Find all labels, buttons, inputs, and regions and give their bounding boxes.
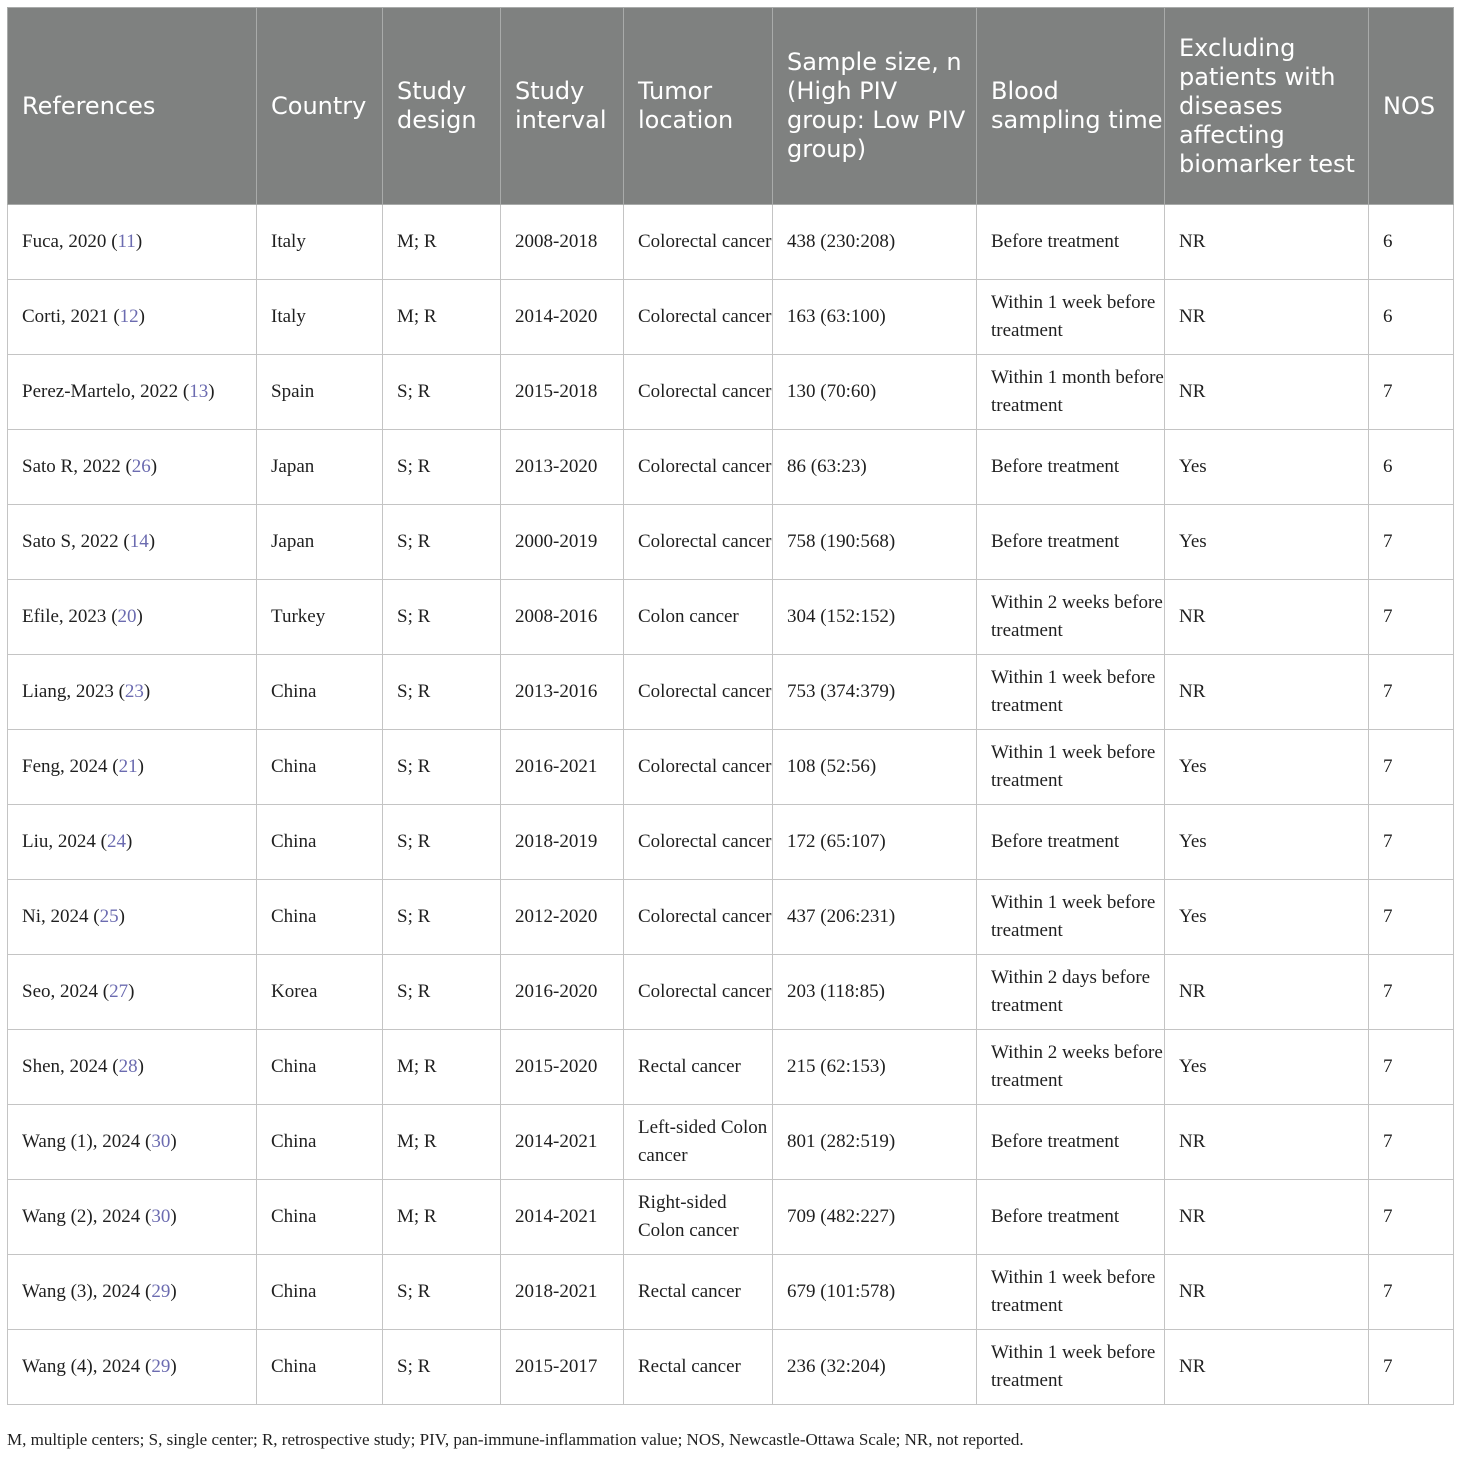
cell-country: Italy <box>257 280 383 355</box>
cell-nos: 6 <box>1369 205 1454 280</box>
cell-country: China <box>257 1030 383 1105</box>
reference-number-link[interactable]: 12 <box>119 306 139 327</box>
cell-study-design: M; R <box>383 1105 501 1180</box>
cell-study-design: S; R <box>383 955 501 1030</box>
header-references: References <box>8 8 257 205</box>
cell-country: China <box>257 1330 383 1405</box>
reference-author: Seo, 2024 <box>22 981 98 1002</box>
reference-number-link[interactable]: 13 <box>189 381 209 402</box>
reference-number-link[interactable]: 23 <box>124 681 144 702</box>
cell-reference: Feng, 2024 (21) <box>8 730 257 805</box>
cell-blood-sampling-time: Before treatment <box>977 1105 1165 1180</box>
cell-tumor-location: Rectal cancer <box>624 1030 773 1105</box>
cell-nos: 7 <box>1369 805 1454 880</box>
cell-nos: 6 <box>1369 430 1454 505</box>
cell-nos: 7 <box>1369 1030 1454 1105</box>
cell-blood-sampling-time: Within 1 week before treatment <box>977 880 1165 955</box>
cell-tumor-location: Left-sided Colon cancer <box>624 1105 773 1180</box>
cell-blood-sampling-time: Within 2 days before treatment <box>977 955 1165 1030</box>
reference-number-link[interactable]: 20 <box>117 606 137 627</box>
cell-nos: 7 <box>1369 730 1454 805</box>
reference-number-link[interactable]: 14 <box>129 531 149 552</box>
cell-study-design: S; R <box>383 805 501 880</box>
cell-tumor-location: Right-sided Colon cancer <box>624 1180 773 1255</box>
cell-tumor-location: Colorectal cancer <box>624 955 773 1030</box>
cell-sample-size: 801 (282:519) <box>773 1105 977 1180</box>
cell-tumor-location: Colorectal cancer <box>624 655 773 730</box>
cell-study-interval: 2000-2019 <box>501 505 624 580</box>
cell-tumor-location: Colorectal cancer <box>624 505 773 580</box>
table-row <box>8 355 1454 430</box>
cell-sample-size: 438 (230:208) <box>773 205 977 280</box>
reference-number-link[interactable]: 21 <box>118 756 138 777</box>
header-study-design: Study design <box>383 8 501 205</box>
cell-sample-size: 679 (101:578) <box>773 1255 977 1330</box>
cell-reference: Perez-Martelo, 2022 (13) <box>8 355 257 430</box>
cell-blood-sampling-time: Within 1 week before treatment <box>977 1330 1165 1405</box>
cell-nos: 7 <box>1369 1180 1454 1255</box>
reference-author: Liang, 2023 <box>22 681 114 702</box>
cell-study-design: M; R <box>383 1030 501 1105</box>
cell-blood-sampling-time: Within 1 week before treatment <box>977 1255 1165 1330</box>
cell-country: Spain <box>257 355 383 430</box>
cell-country: China <box>257 730 383 805</box>
cell-reference: Liang, 2023 (23) <box>8 655 257 730</box>
cell-blood-sampling-time: Before treatment <box>977 805 1165 880</box>
table-row <box>8 655 1454 730</box>
cell-study-design: S; R <box>383 430 501 505</box>
header-country: Country <box>257 8 383 205</box>
header-nos: NOS <box>1369 8 1454 205</box>
cell-reference: Sato R, 2022 (26) <box>8 430 257 505</box>
cell-nos: 7 <box>1369 355 1454 430</box>
cell-excluding-patients: Yes <box>1165 805 1369 880</box>
header-study-interval: Study interval <box>501 8 624 205</box>
cell-excluding-patients: NR <box>1165 580 1369 655</box>
cell-country: Turkey <box>257 580 383 655</box>
cell-sample-size: 86 (63:23) <box>773 430 977 505</box>
cell-tumor-location: Colorectal cancer <box>624 430 773 505</box>
table-row <box>8 955 1454 1030</box>
cell-reference: Shen, 2024 (28) <box>8 1030 257 1105</box>
cell-study-design: S; R <box>383 355 501 430</box>
cell-sample-size: 236 (32:204) <box>773 1330 977 1405</box>
cell-nos: 7 <box>1369 580 1454 655</box>
cell-nos: 7 <box>1369 955 1454 1030</box>
cell-excluding-patients: NR <box>1165 655 1369 730</box>
cell-study-interval: 2014-2021 <box>501 1105 624 1180</box>
table-footnote: M, multiple centers; S, single center; R, retrospective study; PIV, pan-immune-inflammation value; NOS, Newcastle-Ottawa Scale; NR, not reported. <box>7 1430 1024 1449</box>
table-row <box>8 880 1454 955</box>
cell-nos: 6 <box>1369 280 1454 355</box>
cell-reference: Wang (2), 2024 (30) <box>8 1180 257 1255</box>
cell-study-interval: 2012-2020 <box>501 880 624 955</box>
cell-country: Korea <box>257 955 383 1030</box>
cell-study-interval: 2018-2021 <box>501 1255 624 1330</box>
cell-tumor-location: Rectal cancer <box>624 1255 773 1330</box>
reference-number-link[interactable]: 11 <box>117 231 136 252</box>
cell-sample-size: 304 (152:152) <box>773 580 977 655</box>
reference-author: Ni, 2024 <box>22 906 89 927</box>
header-row <box>8 8 1454 205</box>
reference-author: Efile, 2023 <box>22 606 107 627</box>
cell-blood-sampling-time: Within 1 week before treatment <box>977 655 1165 730</box>
cell-sample-size: 758 (190:568) <box>773 505 977 580</box>
cell-study-design: M; R <box>383 280 501 355</box>
cell-study-design: S; R <box>383 505 501 580</box>
cell-reference: Wang (3), 2024 (29) <box>8 1255 257 1330</box>
cell-blood-sampling-time: Within 1 week before treatment <box>977 730 1165 805</box>
cell-reference: Seo, 2024 (27) <box>8 955 257 1030</box>
cell-study-interval: 2008-2018 <box>501 205 624 280</box>
cell-tumor-location: Colorectal cancer <box>624 280 773 355</box>
cell-sample-size: 753 (374:379) <box>773 655 977 730</box>
table-row <box>8 1330 1454 1405</box>
cell-study-interval: 2014-2021 <box>501 1180 624 1255</box>
cell-study-interval: 2013-2020 <box>501 430 624 505</box>
cell-country: China <box>257 1180 383 1255</box>
reference-author: Wang (1), 2024 <box>22 1131 141 1152</box>
reference-number-link[interactable]: 29 <box>151 1281 171 1302</box>
cell-sample-size: 108 (52:56) <box>773 730 977 805</box>
study-characteristics-table <box>7 7 1454 1405</box>
cell-excluding-patients: Yes <box>1165 880 1369 955</box>
header-sample-size: Sample size, n (High PIV group: Low PIV group) <box>773 8 977 205</box>
cell-sample-size: 163 (63:100) <box>773 280 977 355</box>
cell-excluding-patients: NR <box>1165 1255 1369 1330</box>
cell-excluding-patients: Yes <box>1165 430 1369 505</box>
reference-author: Liu, 2024 <box>22 831 96 852</box>
cell-blood-sampling-time: Within 2 weeks before treatment <box>977 580 1165 655</box>
cell-blood-sampling-time: Before treatment <box>977 205 1165 280</box>
cell-study-design: S; R <box>383 1255 501 1330</box>
cell-excluding-patients: NR <box>1165 280 1369 355</box>
cell-tumor-location: Colorectal cancer <box>624 805 773 880</box>
cell-excluding-patients: Yes <box>1165 505 1369 580</box>
cell-tumor-location: Colorectal cancer <box>624 880 773 955</box>
reference-number-link[interactable]: 25 <box>99 906 119 927</box>
cell-sample-size: 172 (65:107) <box>773 805 977 880</box>
cell-blood-sampling-time: Before treatment <box>977 505 1165 580</box>
header-excluding-patients: Excluding patients with diseases affecting biomarker test <box>1165 8 1369 205</box>
reference-number-link[interactable]: 30 <box>151 1206 171 1227</box>
cell-tumor-location: Colon cancer <box>624 580 773 655</box>
cell-study-interval: 2015-2020 <box>501 1030 624 1105</box>
cell-study-design: S; R <box>383 655 501 730</box>
cell-country: Japan <box>257 505 383 580</box>
cell-study-interval: 2015-2017 <box>501 1330 624 1405</box>
reference-author: Shen, 2024 <box>22 1056 108 1077</box>
table-row <box>8 580 1454 655</box>
header-tumor-location: Tumor location <box>624 8 773 205</box>
cell-reference: Wang (4), 2024 (29) <box>8 1330 257 1405</box>
cell-tumor-location: Colorectal cancer <box>624 730 773 805</box>
table-row <box>8 1030 1454 1105</box>
table-row <box>8 730 1454 805</box>
reference-author: Sato S, 2022 <box>22 531 119 552</box>
cell-country: Japan <box>257 430 383 505</box>
table-row <box>8 805 1454 880</box>
reference-number-link[interactable]: 28 <box>118 1056 138 1077</box>
cell-tumor-location: Colorectal cancer <box>624 355 773 430</box>
cell-blood-sampling-time: Before treatment <box>977 430 1165 505</box>
cell-nos: 7 <box>1369 1105 1454 1180</box>
cell-excluding-patients: Yes <box>1165 1030 1369 1105</box>
cell-reference: Ni, 2024 (25) <box>8 880 257 955</box>
cell-excluding-patients: NR <box>1165 1180 1369 1255</box>
cell-nos: 7 <box>1369 1330 1454 1405</box>
reference-number-link[interactable]: 30 <box>151 1131 171 1152</box>
cell-study-design: S; R <box>383 880 501 955</box>
cell-country: China <box>257 1255 383 1330</box>
cell-study-interval: 2015-2018 <box>501 355 624 430</box>
header-blood-sampling-time: Blood sampling time <box>977 8 1165 205</box>
cell-country: China <box>257 1105 383 1180</box>
cell-study-interval: 2008-2016 <box>501 580 624 655</box>
cell-excluding-patients: NR <box>1165 955 1369 1030</box>
cell-sample-size: 709 (482:227) <box>773 1180 977 1255</box>
table-row <box>8 205 1454 280</box>
table-row <box>8 280 1454 355</box>
reference-number-link[interactable]: 27 <box>109 981 129 1002</box>
cell-reference: Corti, 2021 (12) <box>8 280 257 355</box>
cell-country: Italy <box>257 205 383 280</box>
cell-tumor-location: Colorectal cancer <box>624 205 773 280</box>
reference-number-link[interactable]: 29 <box>151 1356 171 1377</box>
reference-author: Wang (3), 2024 <box>22 1281 141 1302</box>
cell-nos: 7 <box>1369 880 1454 955</box>
cell-excluding-patients: NR <box>1165 1330 1369 1405</box>
reference-author: Feng, 2024 <box>22 756 108 777</box>
cell-excluding-patients: NR <box>1165 205 1369 280</box>
cell-study-design: M; R <box>383 205 501 280</box>
table-row <box>8 430 1454 505</box>
reference-author: Perez-Martelo, 2022 <box>22 381 179 402</box>
cell-sample-size: 130 (70:60) <box>773 355 977 430</box>
cell-nos: 7 <box>1369 1255 1454 1330</box>
cell-nos: 7 <box>1369 655 1454 730</box>
cell-country: China <box>257 655 383 730</box>
cell-blood-sampling-time: Within 1 week before treatment <box>977 280 1165 355</box>
reference-number-link[interactable]: 24 <box>106 831 126 852</box>
reference-author: Fuca, 2020 <box>22 231 107 252</box>
cell-blood-sampling-time: Within 1 month before treatment <box>977 355 1165 430</box>
cell-reference: Sato S, 2022 (14) <box>8 505 257 580</box>
cell-country: China <box>257 880 383 955</box>
cell-blood-sampling-time: Within 2 weeks before treatment <box>977 1030 1165 1105</box>
cell-study-interval: 2014-2020 <box>501 280 624 355</box>
table-row <box>8 1105 1454 1180</box>
cell-study-design: S; R <box>383 580 501 655</box>
table-row <box>8 1255 1454 1330</box>
cell-sample-size: 203 (118:85) <box>773 955 977 1030</box>
cell-excluding-patients: NR <box>1165 355 1369 430</box>
cell-study-design: S; R <box>383 1330 501 1405</box>
cell-reference: Fuca, 2020 (11) <box>8 205 257 280</box>
cell-study-design: S; R <box>383 730 501 805</box>
reference-author: Sato R, 2022 <box>22 456 121 477</box>
cell-study-design: M; R <box>383 1180 501 1255</box>
cell-nos: 7 <box>1369 505 1454 580</box>
cell-sample-size: 437 (206:231) <box>773 880 977 955</box>
cell-reference: Liu, 2024 (24) <box>8 805 257 880</box>
cell-study-interval: 2016-2021 <box>501 730 624 805</box>
cell-reference: Efile, 2023 (20) <box>8 580 257 655</box>
reference-author: Corti, 2021 <box>22 306 109 327</box>
cell-excluding-patients: NR <box>1165 1105 1369 1180</box>
reference-author: Wang (4), 2024 <box>22 1356 141 1377</box>
cell-country: China <box>257 805 383 880</box>
cell-reference: Wang (1), 2024 (30) <box>8 1105 257 1180</box>
reference-author: Wang (2), 2024 <box>22 1206 141 1227</box>
reference-number-link[interactable]: 26 <box>131 456 151 477</box>
cell-blood-sampling-time: Before treatment <box>977 1180 1165 1255</box>
cell-tumor-location: Rectal cancer <box>624 1330 773 1405</box>
table-row <box>8 1180 1454 1255</box>
table-row <box>8 505 1454 580</box>
table-body <box>8 205 1454 1405</box>
cell-excluding-patients: Yes <box>1165 730 1369 805</box>
cell-study-interval: 2013-2016 <box>501 655 624 730</box>
cell-study-interval: 2018-2019 <box>501 805 624 880</box>
cell-sample-size: 215 (62:153) <box>773 1030 977 1105</box>
cell-study-interval: 2016-2020 <box>501 955 624 1030</box>
